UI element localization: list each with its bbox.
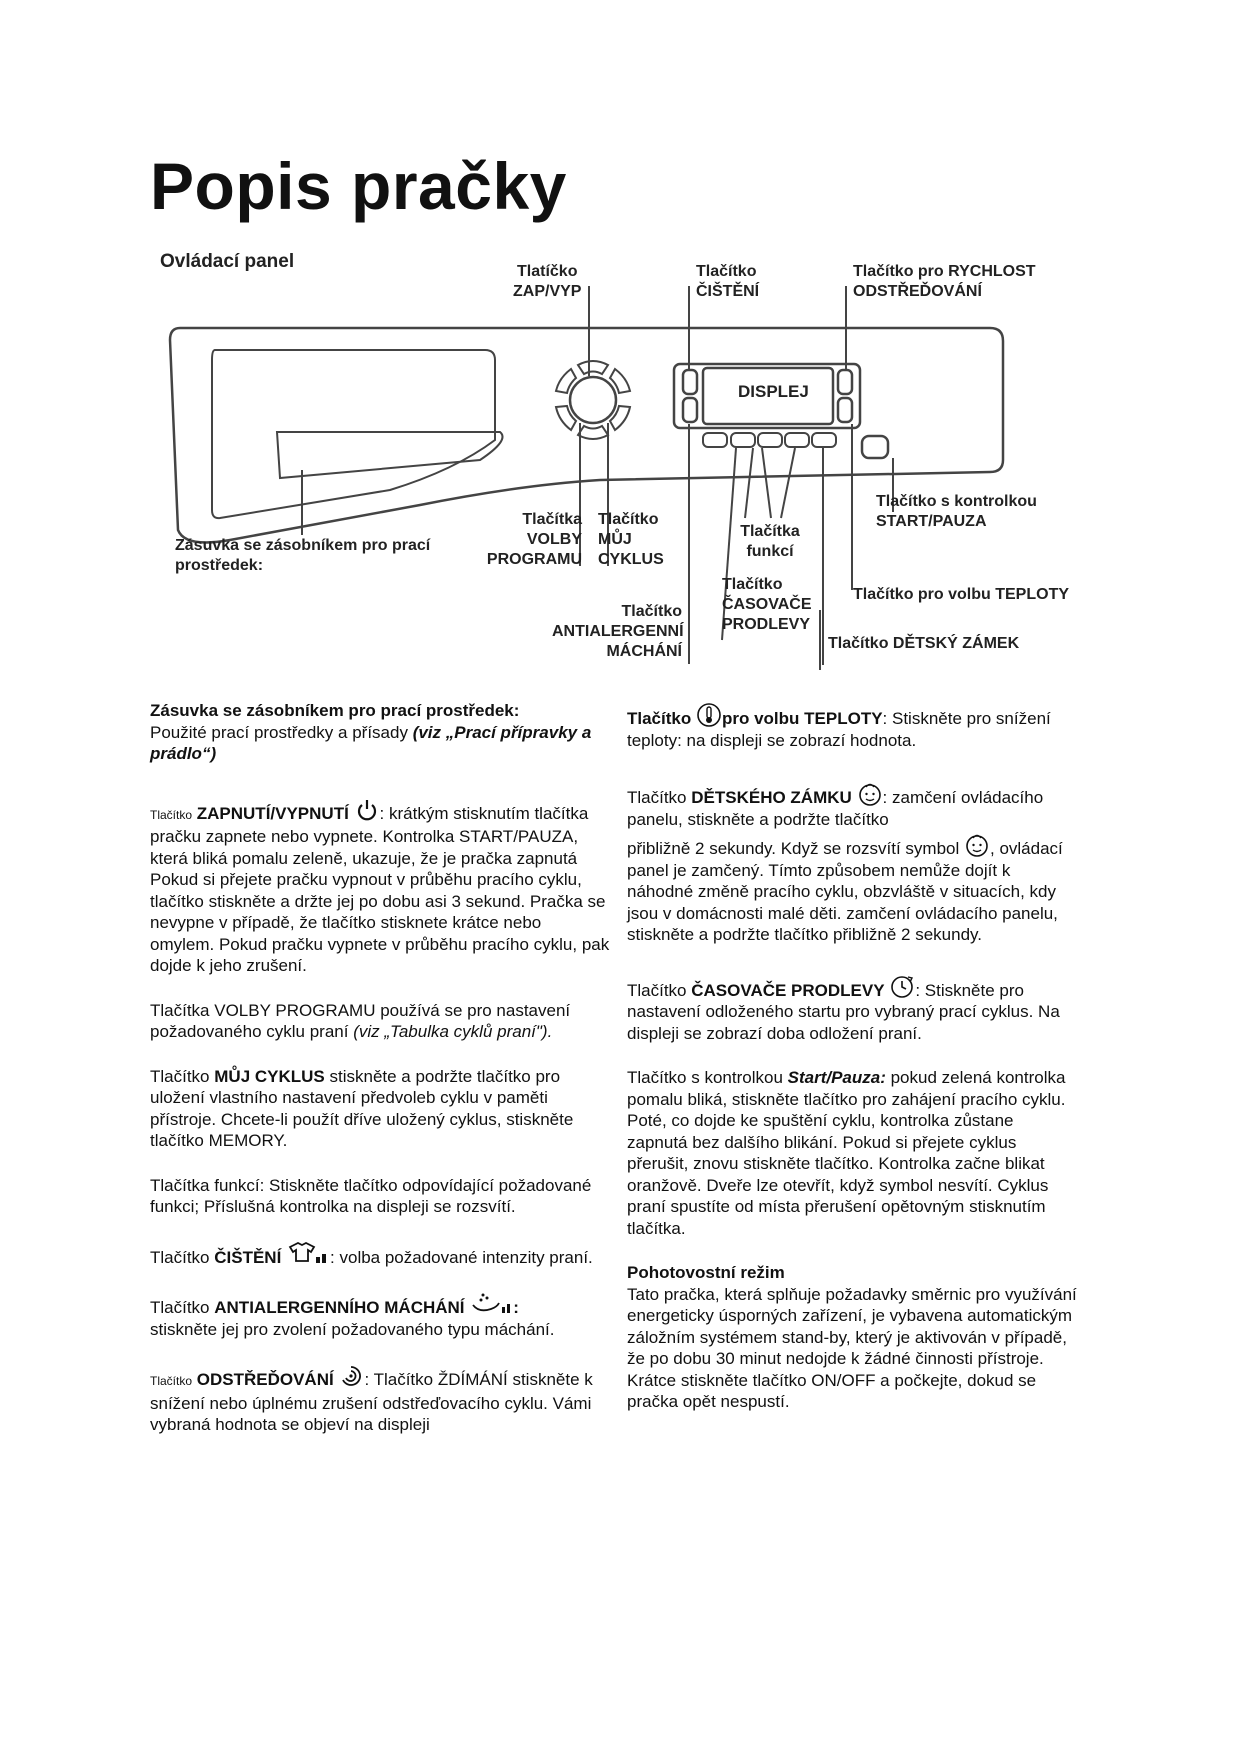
section-text: : Stiskněte pro snížení teploty: na displeji se zobrazí hodnota. bbox=[627, 709, 1051, 750]
label-line: Zásuvka se zásobníkem pro prací bbox=[175, 537, 431, 554]
child-face-icon bbox=[964, 832, 990, 858]
label-line: ODSTŘEĎOVÁNÍ bbox=[853, 283, 982, 300]
section-heading: Pohotovostní režim bbox=[627, 1263, 785, 1282]
section-text: přibližně 2 sekundy. Když se rozsvítí symbol bbox=[627, 839, 960, 858]
start-pause-button bbox=[862, 436, 888, 458]
clock-icon bbox=[889, 974, 915, 1000]
section-pre: Tlačítko bbox=[627, 980, 692, 1000]
section-pre: Tlačítko bbox=[150, 807, 193, 822]
label-line: Tlatíčko bbox=[517, 263, 578, 280]
label-functions bbox=[735, 522, 805, 562]
section-name: ANTIALERGENNÍHO MÁCHÁNÍ bbox=[214, 1298, 465, 1317]
right-button-top bbox=[838, 370, 852, 394]
label-line: PRODLEVY bbox=[722, 616, 811, 633]
dial-segments bbox=[556, 361, 630, 439]
label-temperature: Tlačítko pro volbu TEPLOTY bbox=[853, 586, 1070, 603]
label-line: Tlačítko bbox=[722, 576, 783, 593]
display-label: DISPLEJ bbox=[738, 382, 809, 401]
program-dial bbox=[570, 377, 616, 423]
section-my-cycle bbox=[150, 1066, 610, 1152]
section-name: ZAPNUTÍ/VYPNUTÍ bbox=[196, 803, 349, 823]
power-icon bbox=[354, 797, 380, 823]
label-my-cycle bbox=[598, 510, 664, 570]
section-text: : krátkým stisknutím tlačítka pračku zapnete nebo vypnete. Kontrolka START/PAUZA, která bliká pomalu zeleně, ukazuje, že je pračka zapnutá Pokud si přejete pračku vypnout v průběhu pracího cyklu, tlačítko stiskněte a držte jej po dobu asi 3 sekund. Pračka se nevypne v případě, že tlačítko stisknete krátce nebo omylem. Pokud pračku vypnete v průběhu pracího cyklu, pak dojde k jeho zrušení. bbox=[150, 803, 610, 975]
section-ref: (viz „Prací přípravky a prádlo“) bbox=[150, 722, 592, 763]
label-line: funkcí bbox=[746, 543, 794, 560]
panel-heading: Ovládací panel bbox=[160, 251, 295, 272]
section-functions bbox=[150, 1175, 610, 1218]
section-name: MŮJ CYKLUS bbox=[214, 1066, 325, 1086]
label-start-pause bbox=[876, 492, 1037, 532]
function-buttons bbox=[703, 433, 836, 447]
label-line: ČIŠTĚNÍ bbox=[696, 283, 760, 300]
section-name: ODSTŘEĎOVÁNÍ bbox=[196, 1370, 334, 1389]
label-line: MŮJ bbox=[598, 531, 632, 548]
section-spin bbox=[150, 1363, 610, 1436]
spin-icon bbox=[338, 1363, 364, 1389]
section-delay bbox=[627, 974, 1077, 1045]
section-pre: Tlačítko bbox=[150, 1247, 215, 1267]
section-text: Použité prací prostředky a přísady bbox=[150, 722, 413, 742]
section-pre: Tlačítko bbox=[627, 709, 692, 728]
section-start-pause bbox=[627, 1067, 1077, 1239]
section-drawer bbox=[150, 700, 610, 765]
label-line: ANTIALERGENNÍ bbox=[552, 623, 684, 640]
label-line: MÁCHÁNÍ bbox=[606, 643, 682, 660]
left-button-top bbox=[683, 370, 697, 394]
section-text: stiskněte a podržte tlačítko pro uložení vlastního nastavení předvoleb cyklu v paměti přístroje. Chcete-li použít dříve uložený cyklus, stiskněte tlačítko MEMORY. bbox=[150, 1066, 574, 1150]
section-program bbox=[150, 1000, 610, 1043]
section-name: ČASOVAČE PRODLEVY bbox=[691, 980, 885, 1000]
child-face-icon bbox=[857, 781, 883, 807]
label-line: Tlačítka bbox=[522, 511, 582, 528]
section-pre: Tlačítko bbox=[627, 788, 692, 807]
section-text: Tlačítka VOLBY PROGRAMU používá se pro nastavení bbox=[150, 1000, 571, 1020]
label-line: START/PAUZA bbox=[876, 513, 987, 530]
label-line: Tlačítko bbox=[696, 263, 757, 280]
label-child-lock: Tlačítko DĚTSKÝ ZÁMEK bbox=[828, 635, 1020, 652]
section-text: : Tlačítko ŽDÍMÁNÍ stiskněte k snížení nebo úplnému zrušení odstřeďovacího cyklu. Vámi vybraná hodnota se objeví na displeji bbox=[150, 1370, 593, 1434]
label-line: prostředek: bbox=[175, 557, 264, 574]
section-text: Tlačítka funkcí: Stiskněte tlačítko odpovídající požadované funkci; Příslušná kontrolka na displeji se rozsvítí. bbox=[150, 1175, 592, 1216]
label-line: ZAP/VYP bbox=[513, 283, 582, 300]
section-pre: Tlačítko bbox=[150, 1298, 215, 1317]
section-name: pro volbu TEPLOTY bbox=[721, 709, 883, 728]
label-line: Tlačítko pro RYCHLOST bbox=[853, 263, 1036, 280]
section-temperature bbox=[627, 702, 1077, 751]
label-line: VOLBY bbox=[526, 531, 582, 548]
section-ref: (viz „Tabulka cyklů praní"). bbox=[353, 1022, 553, 1041]
section-text: : volba požadované intenzity praní. bbox=[330, 1247, 593, 1267]
label-line: ČASOVAČE bbox=[722, 596, 812, 613]
section-anti-allergy bbox=[150, 1291, 610, 1340]
section-pre: Tlačítko bbox=[150, 1066, 215, 1086]
label-line: Tlačítko bbox=[598, 511, 659, 528]
drawer-handle bbox=[277, 432, 503, 478]
section-text: pokud zelená kontrolka pomalu bliká, stiskněte tlačítko pro zahájení pracího cyklu. Poté, co dojde ke spuštění cyklu, kontrolka zůstane zapnutá bez dalšího blikání. Pokud si přejete cyklus přerušit, znovu stiskněte tlačítko. Kontrolka začne blikat oranžově. Dveře lze otevřít, když symbol nesvítí. Cyklus praní spustíte od místa přerušení opětovným stisknutím tlačítka. bbox=[627, 1068, 1066, 1238]
section-text: : zamčení ovládacího panelu, stiskněte a podržte tlačítko bbox=[627, 788, 1044, 829]
right-button-bottom bbox=[838, 398, 852, 422]
label-anti-allergy bbox=[552, 602, 682, 662]
left-column bbox=[150, 700, 610, 1459]
section-text: stiskněte jej pro zvolení požadovaného typu máchání. bbox=[150, 1319, 555, 1339]
section-onoff bbox=[150, 797, 610, 977]
label-onoff bbox=[513, 262, 581, 302]
label-cleaning bbox=[696, 262, 759, 302]
section-text: , ovládací panel je zamčený. Tímto způsobem nemůže dojít k náhodné změně pracího cyklu, obzvláště v situacích, kdy jsou v domácnosti malé děti. zamčení ovládacího panelu, stiskněte a podržte tlačítko přibližně 2 sekundy. bbox=[627, 839, 1063, 944]
section-text: požadovaného cyklu praní bbox=[150, 1022, 354, 1041]
section-name: Start/Pauza: bbox=[787, 1068, 886, 1087]
section-text: Tato pračka, která splňuje požadavky směrnic pro využívání energeticky úsporných zařízení, je vybavena automatickým záložním systémem stand-by, který je aktivován v případě, že po dobu 30 minut nedojde k žádné činnosti přístroje. Krátce stiskněte tlačítko ON/OFF a počkejte, dokud se pračka opět nespustí. bbox=[627, 1284, 1077, 1411]
label-line: CYKLUS bbox=[598, 551, 664, 568]
section-child-lock bbox=[627, 781, 1077, 946]
label-drawer bbox=[175, 536, 430, 576]
detergent-drawer bbox=[212, 350, 495, 518]
section-heading: Zásuvka se zásobníkem pro prací prostředek: bbox=[150, 701, 520, 720]
label-delay bbox=[722, 575, 812, 635]
section-text: : Stiskněte pro nastavení odloženého startu pro vybraný prací cyklus. Na displeji se zobrazí doba odložení praní. bbox=[627, 980, 1060, 1043]
label-line: PROGRAMU bbox=[486, 551, 582, 568]
label-line: Tlačítka bbox=[740, 523, 800, 540]
thermometer-icon bbox=[696, 702, 722, 728]
label-spin bbox=[853, 262, 1036, 302]
section-colon: : bbox=[513, 1298, 519, 1317]
right-column bbox=[627, 702, 1077, 1436]
section-name: DĚTSKÉHO ZÁMKU bbox=[691, 788, 852, 807]
section-cleaning bbox=[150, 1241, 610, 1269]
shirt-cleaning-icon bbox=[286, 1241, 330, 1267]
label-line: Tlačítko s kontrolkou bbox=[876, 493, 1037, 510]
page-title: Popis pračky bbox=[150, 149, 567, 223]
section-pre: Tlačítko bbox=[150, 1374, 193, 1388]
rinse-icon bbox=[469, 1291, 513, 1317]
section-name: ČIŠTĚNÍ bbox=[214, 1247, 282, 1267]
label-program bbox=[484, 510, 582, 570]
label-line: Tlačítko bbox=[621, 603, 682, 620]
section-pre: Tlačítko s kontrolkou bbox=[627, 1068, 788, 1087]
section-standby bbox=[627, 1262, 1077, 1413]
left-button-bottom bbox=[683, 398, 697, 422]
